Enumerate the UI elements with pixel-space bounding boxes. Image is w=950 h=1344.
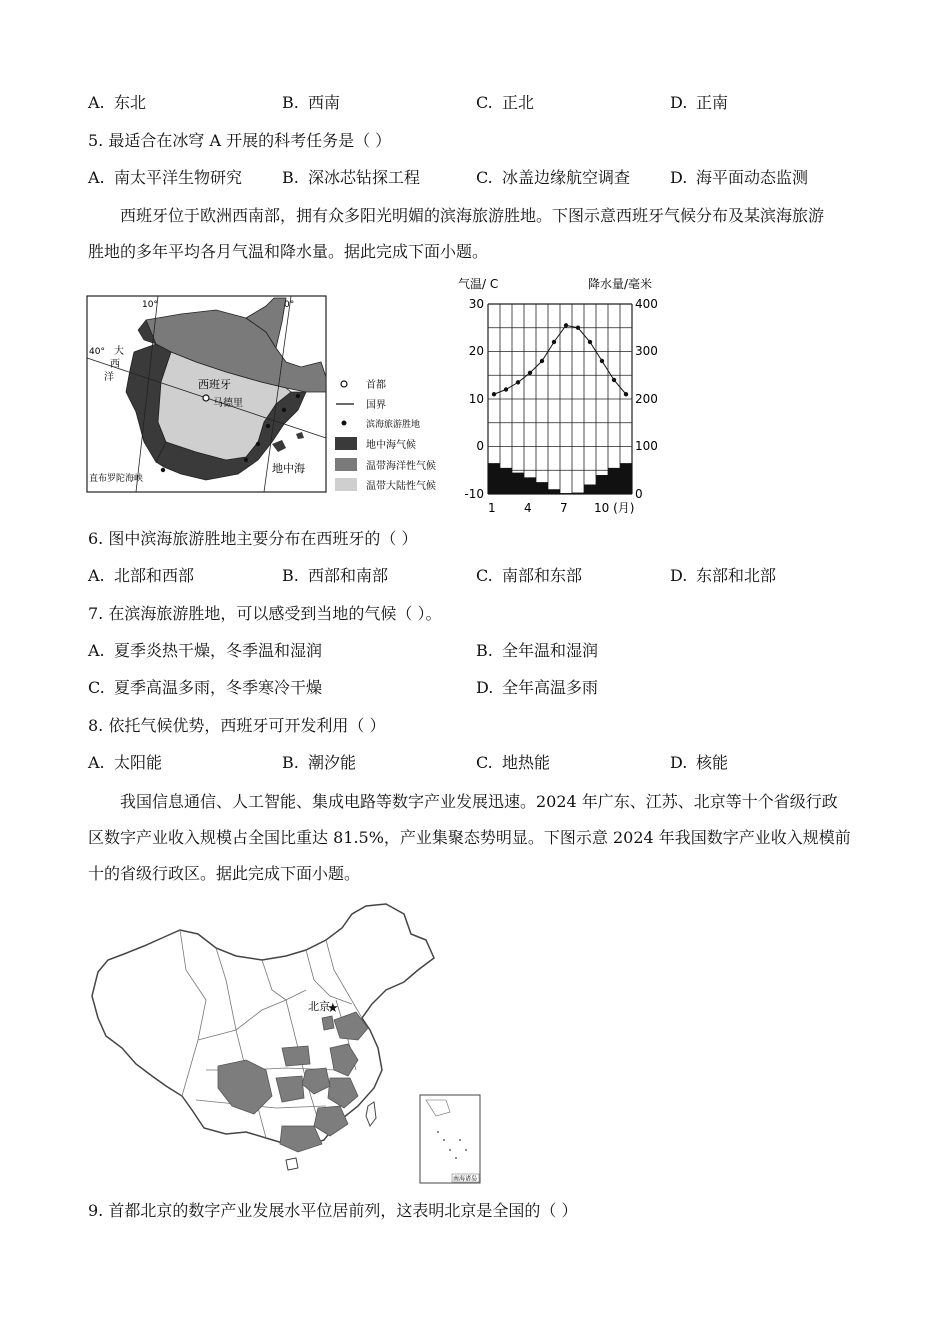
temp-tick: 10	[468, 392, 484, 406]
temperature-point	[540, 359, 544, 363]
precip-bar	[560, 493, 572, 494]
q4-option-a[interactable]: A. 东北	[88, 93, 147, 112]
ocean-label-2: 西	[110, 359, 120, 370]
map-legend	[335, 378, 436, 492]
precip-bar	[536, 482, 548, 494]
precip-bar	[500, 468, 512, 494]
q8-option-c[interactable]: C. 地热能	[476, 753, 551, 772]
q6-option-b[interactable]: B. 西部和南部	[282, 566, 389, 585]
sea-label: 地中海	[272, 462, 305, 475]
lon-0-label: 0°	[284, 300, 295, 310]
precip-tick: 400	[635, 297, 658, 311]
q5-option-b[interactable]: B. 深冰芯钻探工程	[282, 168, 421, 187]
capital-star-icon: ★	[327, 1001, 339, 1016]
q8-option-d[interactable]: D. 核能	[670, 753, 729, 772]
q8-option-b[interactable]: B. 潮汐能	[282, 753, 357, 772]
q7-option-b[interactable]: B. 全年温和湿润	[476, 641, 599, 660]
passage-spain: 西班牙位于欧洲西南部，拥有众多阳光明媚的滨海旅游胜地。下图示意西班牙气候分布及某滨海旅游 胜地的多年平均各月气温和降水量。据此完成下面小题。	[88, 206, 825, 261]
q6-option-a[interactable]: A. 北部和西部	[88, 566, 195, 585]
precip-bar	[608, 468, 620, 494]
q5-option-c[interactable]: C. 冰盖边缘航空调查	[476, 168, 631, 187]
temperature-point	[552, 340, 556, 344]
q7-stem: 7. 在滨海旅游胜地，可以感受到当地的气候（ ）。	[88, 604, 442, 623]
legend-continental-label: 温带大陆性气候	[366, 481, 436, 492]
capital-label: 马德里	[213, 398, 243, 409]
temperature-point	[504, 387, 508, 391]
capital-marker	[203, 395, 209, 401]
temp-tick: -10	[464, 487, 484, 501]
temperature-point	[612, 378, 616, 382]
inset-label: 南海诸岛	[453, 1175, 478, 1183]
precip-bar	[512, 473, 524, 494]
x-tick: 10 (月)	[594, 501, 635, 515]
temperature-point	[588, 340, 592, 344]
q6-option-d[interactable]: D. 东部和北部	[670, 566, 777, 585]
legend-oceanic-swatch	[335, 458, 357, 471]
legend-med-label: 地中海气候	[366, 440, 416, 451]
legend-continental-swatch	[335, 478, 357, 491]
legend-resort-label: 滨海旅游胜地	[366, 420, 421, 430]
q5-option-d[interactable]: D. 海平面动态监测	[670, 168, 809, 187]
legend-oceanic-label: 温带海洋性气候	[366, 461, 436, 472]
taiwan-island	[366, 1102, 376, 1126]
temperature-point	[492, 392, 496, 396]
q4-option-b[interactable]: B. 西南	[282, 93, 341, 112]
temperature-point	[564, 323, 568, 327]
precip-tick: 200	[635, 392, 658, 406]
temperature-point	[516, 380, 520, 384]
q4-option-d[interactable]: D. 正南	[670, 93, 729, 112]
temp-tick: 0	[476, 439, 484, 453]
ocean-label-3: 洋	[104, 372, 114, 383]
q7-option-d[interactable]: D. 全年高温多雨	[476, 678, 599, 697]
precip-bar	[620, 463, 632, 494]
precip-bar	[488, 463, 500, 494]
temperature-point	[600, 359, 604, 363]
x-tick: 1	[488, 501, 496, 515]
south-china-sea-inset	[420, 1095, 480, 1183]
climate-chart	[450, 272, 680, 517]
beijing-label: 北京	[308, 1000, 330, 1013]
x-tick: 4	[524, 501, 532, 515]
precip-bar	[524, 477, 536, 494]
chart-grid	[488, 304, 632, 494]
legend-capital-icon	[341, 381, 347, 387]
country-label: 西班牙	[198, 378, 231, 391]
strait-label: 直布罗陀海峡	[89, 474, 144, 484]
temp-tick: 20	[468, 344, 484, 358]
q5-option-a[interactable]: A. 南太平洋生物研究	[88, 168, 243, 187]
x-tick: 7	[560, 501, 568, 515]
china-digital-industry-map	[86, 900, 486, 1190]
q8-stem: 8. 依托气候优势，西班牙可开发利用（ ）	[88, 716, 386, 735]
precip-tick: 0	[635, 487, 643, 501]
legend-resort-icon	[342, 421, 347, 426]
q6-stem: 6. 图中滨海旅游胜地主要分布在西班牙的（ ）	[88, 529, 418, 548]
china-outline	[92, 904, 434, 1146]
ocean-label-1: 大	[114, 346, 124, 357]
temperature-point	[528, 371, 532, 375]
guangdong-province	[280, 1126, 322, 1152]
q7-option-c[interactable]: C. 夏季高温多雨，冬季寒冷干燥	[88, 678, 323, 697]
passage-digital-industry: 我国信息通信、人工智能、集成电路等数字产业发展迅速。2024 年广东、江苏、北京等十个省级行政 区数字产业收入规模占全国比重达 81.5%，产业集聚态势明显。下图示意 2024 年我国数字产业收入规模前 十的省级行政区。据此完成下面小题。	[88, 792, 851, 883]
q4-option-c[interactable]: C. 正北	[476, 93, 535, 112]
precip-bar	[548, 489, 560, 494]
right-axis-label: 降水量/毫米	[588, 277, 653, 291]
lat-40-label: 40°	[89, 347, 105, 357]
q6-option-c[interactable]: C. 南部和东部	[476, 566, 583, 585]
hainan-island	[286, 1158, 298, 1170]
q9-stem: 9. 首都北京的数字产业发展水平位居前列，这表明北京是全国的（ ）	[88, 1201, 578, 1220]
lon-10-label: 10°	[142, 300, 158, 310]
left-axis-label: 气温/ C	[458, 277, 499, 291]
precip-bar	[572, 493, 584, 494]
temperature-point	[576, 326, 580, 330]
spain-climate-map	[86, 292, 466, 497]
temperature-point	[624, 392, 628, 396]
henan-province	[282, 1046, 310, 1066]
precip-tick: 300	[635, 344, 658, 358]
precip-bar	[584, 485, 596, 495]
q8-option-a[interactable]: A. 太阳能	[88, 753, 163, 772]
q7-option-a[interactable]: A. 夏季炎热干燥，冬季温和湿润	[88, 641, 323, 660]
legend-border-label: 国界	[366, 400, 386, 411]
tianjin-province	[322, 1016, 334, 1030]
legend-med-swatch	[335, 437, 357, 450]
precip-tick: 100	[635, 439, 658, 453]
precip-bar	[596, 475, 608, 494]
legend-capital-label: 首都	[366, 380, 386, 391]
temp-tick: 30	[468, 297, 484, 311]
q5-stem: 5. 最适合在冰穹 A 开展的科考任务是（ ）	[88, 131, 392, 150]
